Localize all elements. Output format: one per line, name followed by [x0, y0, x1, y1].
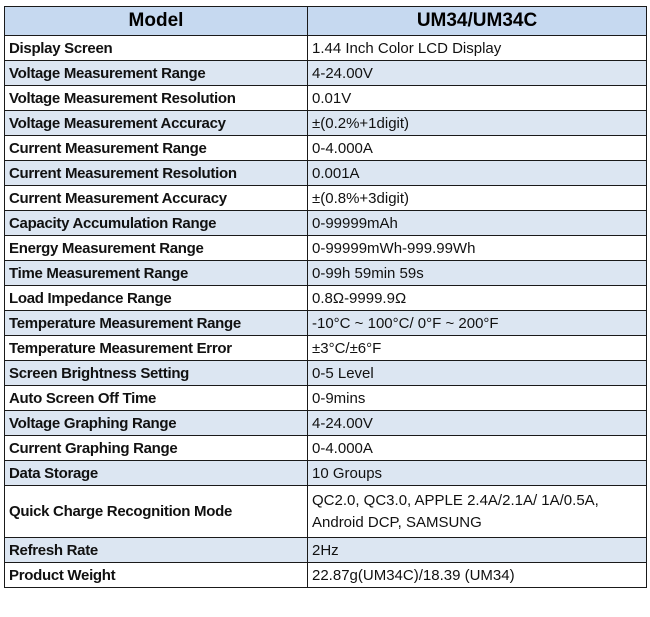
table-row — [5, 336, 647, 361]
table-row — [5, 461, 647, 486]
row-value: 10 Groups — [308, 461, 647, 486]
table-row — [5, 61, 647, 86]
row-label: Refresh Rate — [5, 538, 308, 563]
row-value: 2Hz — [308, 538, 647, 563]
spec-table — [4, 6, 647, 588]
row-value: ±(0.8%+3digit) — [308, 186, 647, 211]
row-value: -10°C ~ 100°C/ 0°F ~ 200°F — [308, 311, 647, 336]
table-row — [5, 286, 647, 311]
table-row — [5, 161, 647, 186]
row-label: Data Storage — [5, 461, 308, 486]
table-row — [5, 311, 647, 336]
table-row — [5, 261, 647, 286]
row-label: Voltage Measurement Resolution — [5, 86, 308, 111]
table-row — [5, 411, 647, 436]
row-value: 0-99999mAh — [308, 211, 647, 236]
row-value: 0-4.000A — [308, 136, 647, 161]
row-value: 0.8Ω-9999.9Ω — [308, 286, 647, 311]
row-label: Current Graphing Range — [5, 436, 308, 461]
table-row — [5, 386, 647, 411]
row-value: 4-24.00V — [308, 411, 647, 436]
row-value: 0-5 Level — [308, 361, 647, 386]
header-model: Model — [5, 7, 308, 36]
table-row — [5, 538, 647, 563]
row-value: 4-24.00V — [308, 61, 647, 86]
row-label: Capacity Accumulation Range — [5, 211, 308, 236]
table-row — [5, 361, 647, 386]
row-label: Current Measurement Range — [5, 136, 308, 161]
row-label: Current Measurement Accuracy — [5, 186, 308, 211]
table-row — [5, 136, 647, 161]
row-label: Energy Measurement Range — [5, 236, 308, 261]
row-value: 0-9mins — [308, 386, 647, 411]
row-value: 0-4.000A — [308, 436, 647, 461]
table-row — [5, 86, 647, 111]
row-label: Load Impedance Range — [5, 286, 308, 311]
row-value: ±(0.2%+1digit) — [308, 111, 647, 136]
row-value: 0-99999mWh-999.99Wh — [308, 236, 647, 261]
row-value: 0.001A — [308, 161, 647, 186]
header-product: UM34/UM34C — [308, 7, 647, 36]
table-row — [5, 36, 647, 61]
row-label: Product Weight — [5, 563, 308, 588]
row-label: Temperature Measurement Range — [5, 311, 308, 336]
row-label: Time Measurement Range — [5, 261, 308, 286]
row-value: 0.01V — [308, 86, 647, 111]
table-row — [5, 486, 647, 538]
row-label: Temperature Measurement Error — [5, 336, 308, 361]
row-value: 22.87g(UM34C)/18.39 (UM34) — [308, 563, 647, 588]
table-row — [5, 563, 647, 588]
table-row — [5, 211, 647, 236]
header-row — [5, 7, 647, 36]
row-label: Voltage Measurement Range — [5, 61, 308, 86]
row-label: Auto Screen Off Time — [5, 386, 308, 411]
row-label: Current Measurement Resolution — [5, 161, 308, 186]
row-value: QC2.0, QC3.0, APPLE 2.4A/2.1A/ 1A/0.5A, Android DCP, SAMSUNG — [308, 486, 647, 538]
row-value: ±3°C/±6°F — [308, 336, 647, 361]
table-row — [5, 186, 647, 211]
table-row — [5, 436, 647, 461]
table-row — [5, 111, 647, 136]
row-label: Screen Brightness Setting — [5, 361, 308, 386]
row-value: 1.44 Inch Color LCD Display — [308, 36, 647, 61]
row-label: Display Screen — [5, 36, 308, 61]
table-row — [5, 236, 647, 261]
row-value: 0-99h 59min 59s — [308, 261, 647, 286]
row-label: Voltage Measurement Accuracy — [5, 111, 308, 136]
row-label: Quick Charge Recognition Mode — [5, 486, 308, 538]
row-label: Voltage Graphing Range — [5, 411, 308, 436]
